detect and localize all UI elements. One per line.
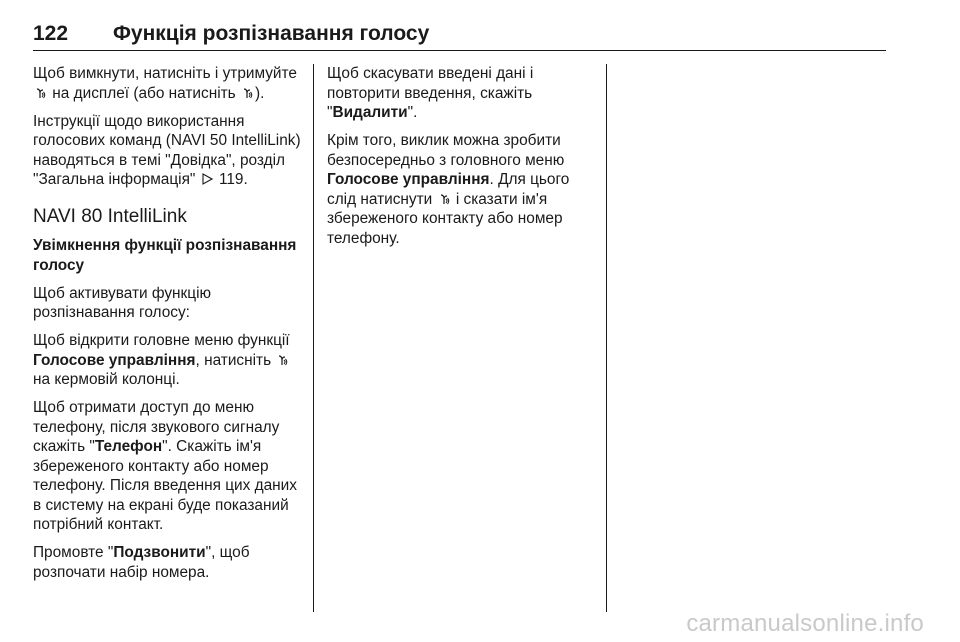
paragraph-open-menu bbox=[33, 331, 301, 390]
watermark: carmanualsonline.info bbox=[686, 610, 924, 637]
paragraph-cancel bbox=[327, 64, 595, 123]
text: . Для цього слід натиснути bbox=[327, 171, 570, 208]
page-header bbox=[33, 22, 886, 51]
text: ". bbox=[407, 104, 418, 121]
menu-name: Голосове управління bbox=[327, 171, 490, 188]
column-divider-left bbox=[313, 64, 314, 612]
voice-recognition-icon bbox=[242, 87, 253, 100]
text: Інструкції щодо використання голосових команд (NAVI 50 IntelliLink) наводяться в темі "Довідка", розділ "Загальна інформація" bbox=[33, 112, 301, 188]
text: Щоб відкрити головне меню функції bbox=[33, 332, 290, 349]
paragraph-direct-call bbox=[327, 131, 595, 248]
page-reference-icon bbox=[202, 173, 213, 185]
page-title: Функція розпізнавання голосу bbox=[113, 22, 430, 45]
section-title: NAVI 80 IntelliLink bbox=[33, 205, 187, 227]
command-name: Телефон bbox=[94, 438, 163, 455]
text: Щоб вимкнути, натисніть і утримуйте bbox=[33, 65, 297, 82]
text: Промовте " bbox=[33, 544, 114, 561]
page-number: 122 bbox=[33, 22, 69, 45]
left-column bbox=[33, 64, 301, 591]
text: ). bbox=[254, 84, 265, 102]
text: ", щоб розпочати набір номера. bbox=[33, 544, 250, 581]
voice-recognition-icon bbox=[439, 193, 450, 206]
text: на кермовій колонці. bbox=[33, 371, 180, 388]
menu-name: Голосове управління bbox=[33, 351, 196, 369]
text: Крім того, виклик можна зробити безпосередньо з головного меню bbox=[327, 132, 565, 169]
paragraph-activate: Щоб активувати функцію розпізнавання голосу: bbox=[33, 284, 212, 321]
paragraph-phone-menu bbox=[33, 398, 301, 535]
text: і сказати ім'я збереженого контакту або номер телефону. bbox=[327, 190, 563, 247]
paragraph-instructions bbox=[33, 112, 301, 190]
subheading: Увімкнення функції розпізнавання голосу bbox=[33, 237, 297, 274]
text: , натисніть bbox=[195, 351, 272, 369]
text: ". Скажіть ім'я збереженого контакту або номер телефону. Після введення цих даних в систему на екрані буде показаний потрібний контакт. bbox=[33, 438, 297, 533]
voice-recognition-icon bbox=[35, 87, 46, 100]
command-name: Подзвонити bbox=[113, 544, 206, 561]
text: Щоб отримати доступ до меню телефону, після звукового сигналу скажіть " bbox=[33, 399, 280, 455]
text: на дисплеї (або натисніть bbox=[52, 84, 236, 102]
command-name: Видалити bbox=[332, 104, 408, 121]
voice-recognition-icon bbox=[277, 354, 288, 367]
middle-column bbox=[327, 64, 595, 257]
column-divider-right bbox=[606, 64, 607, 612]
page-reference: 119. bbox=[218, 171, 248, 188]
paragraph-disable-voice bbox=[33, 64, 301, 103]
paragraph-call bbox=[33, 543, 301, 582]
text: Щоб скасувати введені дані і повторити введення, скажіть " bbox=[327, 65, 534, 121]
